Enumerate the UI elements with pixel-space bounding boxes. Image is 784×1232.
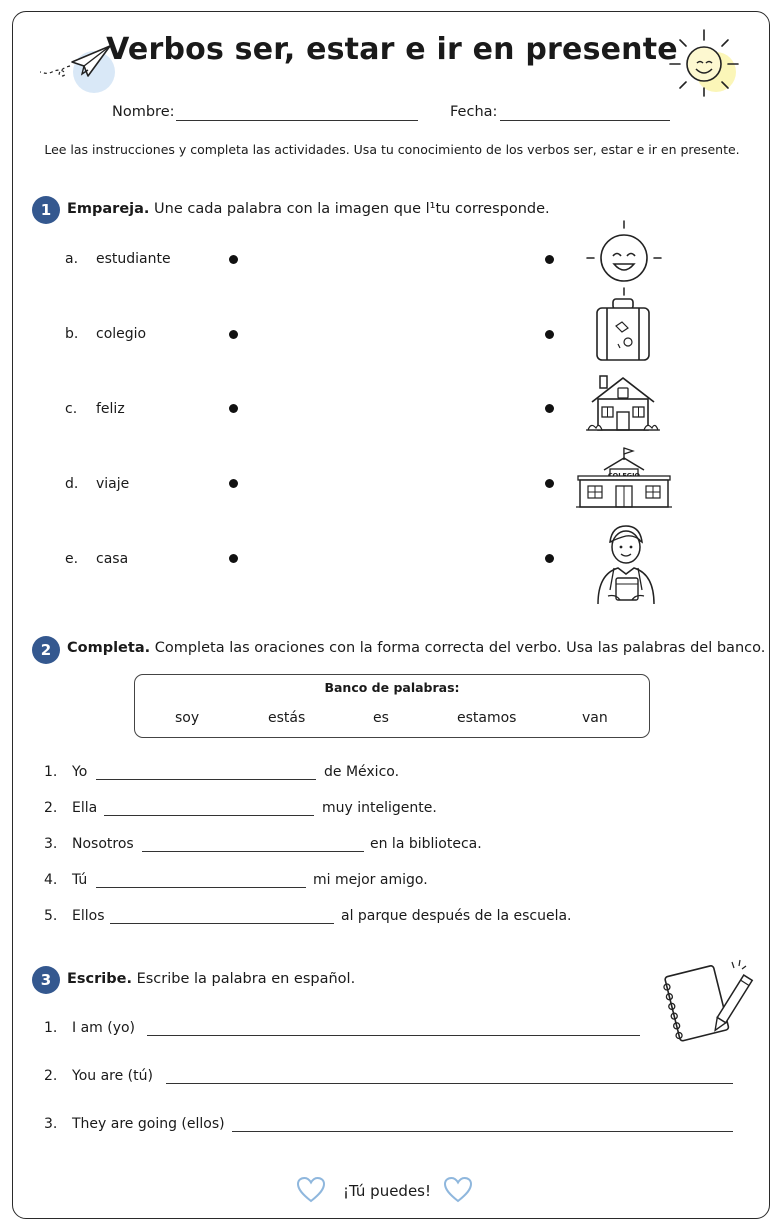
name-label: Nombre:: [112, 104, 175, 120]
sentence-end: de México.: [324, 764, 400, 780]
sentence-start: Ella: [72, 800, 98, 816]
house-icon: [584, 372, 662, 436]
match-dot-right[interactable]: [545, 479, 554, 488]
match-dot-left[interactable]: [229, 255, 238, 264]
bank-word: estamos: [457, 710, 517, 726]
section-3-text: Escribe la palabra en español.: [136, 971, 356, 987]
sentence-number: 1.: [44, 764, 58, 780]
write-answer-line[interactable]: [232, 1131, 733, 1132]
sentence-end: al parque después de la escuela.: [341, 908, 572, 924]
answer-blank[interactable]: [142, 851, 364, 852]
date-label: Fecha:: [450, 104, 498, 120]
heart-icon: [443, 1176, 473, 1204]
match-word: feliz: [96, 401, 125, 417]
school-building-icon: [574, 446, 674, 512]
bank-word: estás: [268, 710, 306, 726]
instructions: Lee las instrucciones y completa las actividades. Usa tu conocimiento de los verbos ser, estar e ir en presente.: [44, 142, 740, 157]
write-prompt: They are going (ellos): [72, 1116, 225, 1132]
answer-blank[interactable]: [110, 923, 334, 924]
sentence-start: Ellos: [72, 908, 105, 924]
match-letter: a.: [65, 251, 79, 267]
answer-blank[interactable]: [96, 887, 306, 888]
heart-icon: [296, 1176, 326, 1204]
section-2-heading: [67, 640, 765, 656]
match-dot-left[interactable]: [229, 330, 238, 339]
student-icon: [590, 520, 660, 608]
write-number: 3.: [44, 1116, 58, 1132]
section-2-bold: Completa.: [67, 640, 151, 656]
sentence-number: 2.: [44, 800, 58, 816]
sentence-number: 4.: [44, 872, 58, 888]
name-field[interactable]: [176, 120, 418, 121]
match-letter: c.: [65, 401, 78, 417]
bank-word: van: [582, 710, 608, 726]
match-letter: b.: [65, 326, 79, 342]
write-prompt: You are (tú): [72, 1068, 153, 1084]
section-1-heading: [67, 201, 550, 217]
date-field[interactable]: [500, 120, 670, 121]
worksheet-border: [12, 11, 770, 1219]
section-1-text: Une cada palabra con la imagen que l¹tu corresponde.: [154, 201, 550, 217]
match-word: estudiante: [96, 251, 171, 267]
page-title: Verbos ser, estar e ir en presente: [106, 32, 678, 67]
match-word: casa: [96, 551, 129, 567]
match-word: colegio: [96, 326, 147, 342]
sentence-end: muy inteligente.: [322, 800, 437, 816]
bank-word: es: [373, 710, 389, 726]
match-dot-right[interactable]: [545, 554, 554, 563]
sentence-number: 3.: [44, 836, 58, 852]
match-dot-right[interactable]: [545, 255, 554, 264]
sentence-start: Yo: [72, 764, 88, 780]
section-1-badge: 1: [32, 196, 60, 224]
sentence-end: mi mejor amigo.: [313, 872, 428, 888]
notebook-pencil-icon: [658, 956, 756, 1046]
write-answer-line[interactable]: [166, 1083, 733, 1084]
bank-word: soy: [175, 710, 200, 726]
sentence-number: 5.: [44, 908, 58, 924]
section-3-heading: [67, 971, 355, 987]
footer-message: ¡Tú puedes!: [343, 1182, 432, 1200]
suitcase-icon: [592, 296, 654, 364]
write-number: 2.: [44, 1068, 58, 1084]
write-answer-line[interactable]: [147, 1035, 640, 1036]
match-letter: e.: [65, 551, 79, 567]
match-letter: d.: [65, 476, 79, 492]
section-2-badge: 2: [32, 636, 60, 664]
section-3-bold: Escribe.: [67, 971, 132, 987]
word-bank-title: Banco de palabras:: [324, 680, 460, 695]
match-dot-right[interactable]: [545, 404, 554, 413]
section-3-badge: 3: [32, 966, 60, 994]
answer-blank[interactable]: [104, 815, 314, 816]
match-dot-left[interactable]: [229, 479, 238, 488]
section-1-bold: Empareja.: [67, 201, 150, 217]
sentence-start: Nosotros: [72, 836, 134, 852]
match-dot-left[interactable]: [229, 554, 238, 563]
answer-blank[interactable]: [96, 779, 316, 780]
write-number: 1.: [44, 1020, 58, 1036]
sentence-end: en la biblioteca.: [370, 836, 482, 852]
match-word: viaje: [96, 476, 130, 492]
sun-face-icon: [584, 218, 664, 298]
match-dot-right[interactable]: [545, 330, 554, 339]
write-prompt: I am (yo): [72, 1020, 136, 1036]
sentence-start: Tú: [72, 872, 88, 888]
section-2-text: Completa las oraciones con la forma correcta del verbo. Usa las palabras del banco.: [154, 640, 766, 656]
match-dot-left[interactable]: [229, 404, 238, 413]
